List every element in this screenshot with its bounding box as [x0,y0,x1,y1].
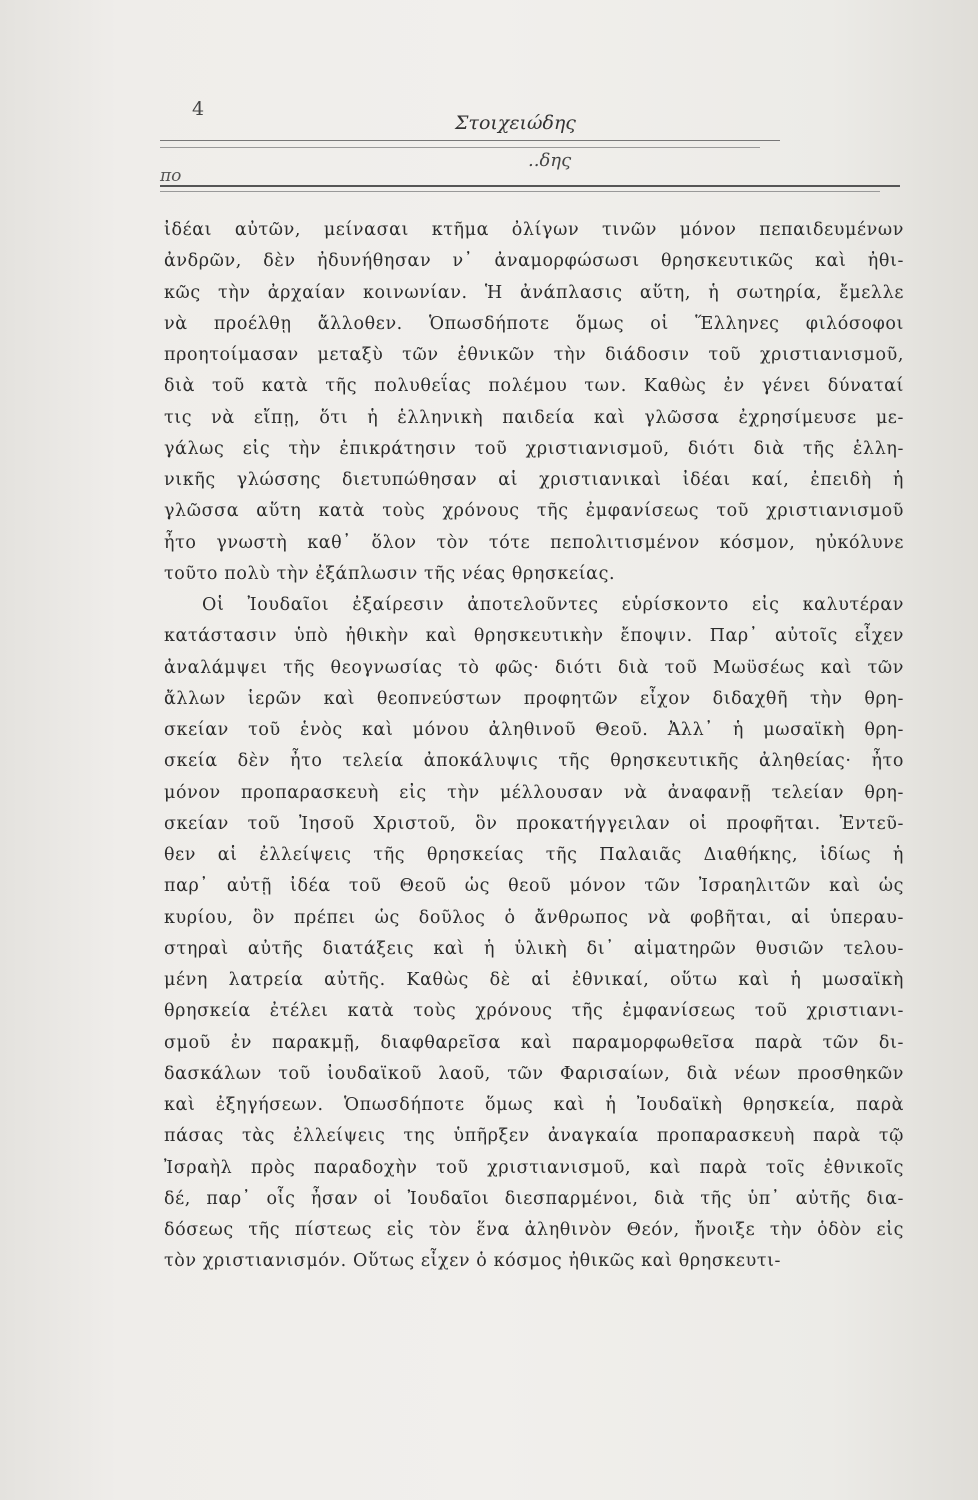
text-line: θεν αἱ ἐλλείψεις τῆς θρησκείας τῆς Παλαιᾶς Διαθήκης, ἰδίως ἡ [164,845,904,865]
text-line: τὸν χριστιανισμόν. Οὕτως εἶχεν ὁ κόσμος ἠθικῶς καὶ θρησκευτι- [164,1251,782,1272]
text-line: γάλως εἰς τὴν ἐπικράτησιν τοῦ χριστιανισμοῦ, διότι διὰ τῆς ἑλλη- [164,438,904,459]
text-line: νικῆς γλώσσης διετυπώθησαν αἱ χριστιανικαὶ ἰδέαι καί, ἐπειδὴ ἡ [164,470,904,490]
body-text [164,215,904,1278]
text-line: ἦτο γνωστὴ καθ᾽ ὅλον τὸν τότε πεπολιτισμένον κόσμον, ηὐκόλυνε [164,532,904,553]
text-line: σμοῦ ἐν παρακμῇ, διαφθαρεῖσα καὶ παραμορφωθεῖσα παρὰ τῶν δι- [164,1032,904,1053]
text-line: κῶς τὴν ἀρχαίαν κοινωνίαν. Ἡ ἀνάπλασις αὕτη, ἡ σωτηρία, ἔμελλε [164,282,904,303]
running-title: Στοιχειώδης [455,112,576,134]
text-line: γλῶσσα αὕτη κατὰ τοὺς χρόνους τῆς ἐμφανίσεως τοῦ χριστιανισμοῦ [164,501,904,522]
text-line: καὶ ἐξηγήσεων. Ὁπωσδήποτε ὅμως καὶ ἡ Ἰουδαϊκὴ θρησκεία, παρὰ [164,1095,904,1115]
bleed-through-title: ..δης [528,150,572,171]
text-line: σκείαν τοῦ ἑνὸς καὶ μόνου ἀληθινοῦ Θεοῦ. Ἀλλ᾽ ἡ μωσαϊκὴ θρη- [164,720,904,740]
text-line: μόνον προπαρασκευὴ εἰς τὴν μέλλουσαν νὰ ἀναφανῇ τελείαν θρη- [164,782,904,803]
text-line: σκεία δὲν ἦτο τελεία ἀποκάλυψις τῆς θρησκευτικῆς ἀληθείας· ἦτο [164,751,904,772]
text-line: παρ᾽ αὐτῇ ἰδέα τοῦ Θεοῦ ὡς θεοῦ μόνον τῶν Ἰσραηλιτῶν καὶ ὡς [164,876,904,897]
text-line: δασκάλων τοῦ ἰουδαϊκοῦ λαοῦ, τῶν Φαρισαίων, διὰ νέων προσθηκῶν [164,1063,904,1084]
paragraph [164,215,904,590]
text-line: Ἰσραὴλ πρὸς παραδοχὴν τοῦ χριστιανισμοῦ, καὶ παρὰ τοῖς ἐθνικοῖς [164,1157,904,1178]
text-line: ἀνδρῶν, δὲν ἠδυνήθησαν ν᾽ ἀναμορφώσωσι θρησκευτικῶς καὶ ἠθι- [164,251,904,272]
bleed-through-fragment: πο [160,166,182,186]
header-rule [160,140,780,141]
text-line: θρησκεία ἐτέλει κατὰ τοὺς χρόνους τῆς ἐμφανίσεως τοῦ χριστιανι- [164,1001,904,1022]
text-line: ἄλλων ἱερῶν καὶ θεοπνεύστων προφητῶν εἶχον διδαχθῆ τὴν θρη- [164,688,904,709]
text-line: μένη λατρεία αὐτῆς. Καθὼς δὲ αἱ ἐθνικαί, οὕτω καὶ ἡ μωσαϊκὴ [164,970,904,990]
text-line: Οἱ Ἰουδαῖοι ἐξαίρεσιν ἀποτελοῦντες εὑρίσκοντο εἰς καλυτέραν [202,595,904,615]
text-line: δέ, παρ᾽ οἷς ἦσαν οἱ Ἰουδαῖοι διεσπαρμένοι, διὰ τῆς ὑπ᾽ αὐτῆς δια- [164,1188,904,1209]
text-line: διὰ τοῦ κατὰ τῆς πολυθεΐας πολέμου των. Καθὼς ἐν γένει δύναταί [164,376,904,397]
text-line: δόσεως τῆς πίστεως εἰς τὸν ἕνα ἀληθινὸν Θεόν, ἤνοιξε τὴν ὁδὸν εἰς [164,1220,904,1240]
bleed-through-rule [160,185,900,187]
paragraph [164,590,904,1278]
text-line: προητοίμασαν μεταξὺ τῶν ἐθνικῶν τὴν διάδοσιν τοῦ χριστιανισμοῦ, [164,345,904,365]
bleed-through-rule-thin [160,191,880,192]
text-line: σκείαν τοῦ Ἰησοῦ Χριστοῦ, ὃν προκατήγγειλαν οἱ προφῆται. Ἐντεῦ- [164,813,904,834]
text-line: ἀναλάμψει τῆς θεογνωσίας τὸ φῶς· διότι διὰ τοῦ Μωϋσέως καὶ τῶν [164,657,904,678]
text-line: τις νὰ εἴπῃ, ὅτι ἡ ἑλληνικὴ παιδεία καὶ γλῶσσα ἐχρησίμευσε με- [164,407,904,428]
text-line: κυρίου, ὃν πρέπει ὡς δοῦλος ὁ ἄνθρωπος νὰ φοβῆται, αἱ ὑπεραυ- [164,907,904,928]
text-line: κατάστασιν ὑπὸ ἠθικὴν καὶ θρησκευτικὴν ἔποψιν. Παρ᾽ αὐτοῖς εἶχεν [164,626,904,647]
page-number: 4 [192,98,205,120]
header-rule-thin [160,147,760,148]
text-line: πάσας τὰς ἐλλείψεις της ὑπῆρξεν ἀναγκαία προπαρασκευὴ παρὰ τῷ [164,1126,904,1147]
text-line: στηραὶ αὐτῆς διατάξεις καὶ ἡ ὑλικὴ δι᾽ αἱματηρῶν θυσιῶν τελου- [164,938,904,959]
text-line: τοῦτο πολὺ τὴν ἐξάπλωσιν τῆς νέας θρησκείας. [164,563,616,584]
text-line: ἰδέαι αὐτῶν, μείνασαι κτῆμα ὀλίγων τινῶν μόνον πεπαιδευμένων [164,220,904,240]
text-line: νὰ προέλθῃ ἄλλοθεν. Ὁπωσδήποτε ὅμως οἱ Ἕλληνες φιλόσοφοι [164,313,904,334]
